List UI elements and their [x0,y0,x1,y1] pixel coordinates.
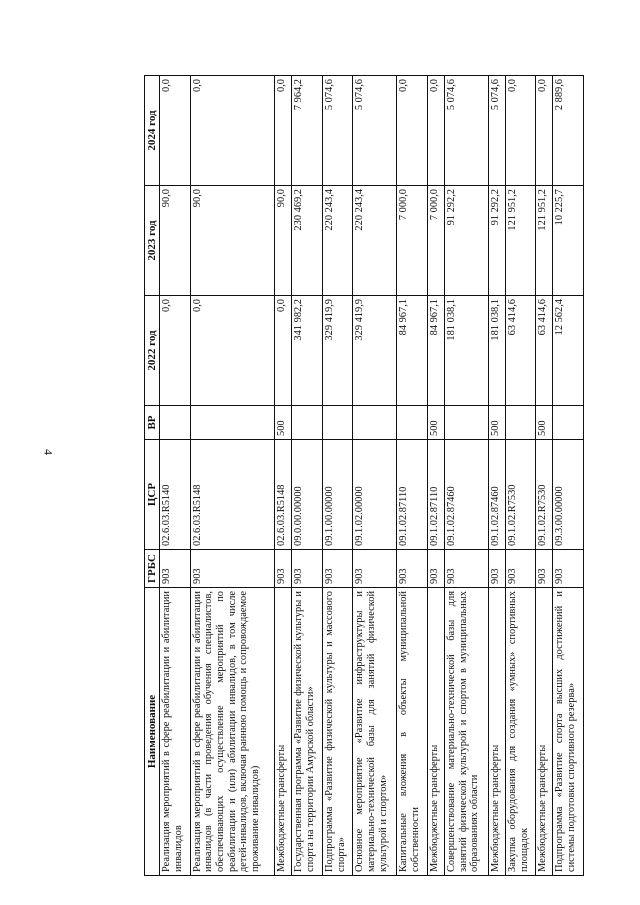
row-vr: 500 [536,406,553,440]
table-row [322,76,353,876]
row-vr [292,406,323,440]
page-number: 4 [41,449,56,455]
row-csr: 02.6.03.R5140 [160,440,191,550]
row-grbs: 903 [292,550,323,588]
row-value-2023: 7 000,0 [397,186,428,296]
row-value-2024: 0,0 [190,76,275,186]
row-csr: 09.1.02.87110 [397,440,428,550]
table-row [536,76,553,876]
column-header-name: Наименование [145,588,160,876]
column-header-2022: 2022 год [145,296,160,406]
row-value-2022: 84 967,1 [427,296,444,406]
row-csr: 09.1.02.87460 [444,440,488,550]
table-row [444,76,488,876]
row-value-2024: 2 889,6 [553,76,584,186]
row-vr [505,406,536,440]
row-value-2022: 12 562,4 [553,296,584,406]
column-header-vr: ВР [145,406,160,440]
row-value-2023: 230 469,2 [292,186,323,296]
row-csr: 09.1.02.R7530 [505,440,536,550]
row-name: Закупка оборудования для создания «умных» спортивных площадок [505,588,536,876]
budget-table [144,75,584,876]
row-value-2022: 0,0 [160,296,191,406]
column-header-csr: ЦСР [145,440,160,550]
row-value-2023: 10 225,7 [553,186,584,296]
row-csr: 09.1.02.87460 [488,440,505,550]
row-value-2023: 90,0 [160,186,191,296]
row-grbs: 903 [488,550,505,588]
row-value-2023: 91 292,2 [444,186,488,296]
row-grbs: 903 [444,550,488,588]
row-grbs: 903 [322,550,353,588]
row-name: Совершенствование материально-технической базы для занятий физической культурой и спортом в муниципальных образованиях области [444,588,488,876]
row-value-2022: 329 419,9 [353,296,397,406]
row-value-2024: 0,0 [505,76,536,186]
row-value-2022: 63 414,6 [505,296,536,406]
row-name: Реализация мероприятий в сфере реабилитации и абилитации инвалидов [160,588,191,876]
row-value-2023: 90,0 [190,186,275,296]
row-value-2022: 181 038,1 [444,296,488,406]
row-vr [397,406,428,440]
row-value-2024: 0,0 [397,76,428,186]
table-row [553,76,584,876]
row-value-2023: 220 243,4 [322,186,353,296]
row-grbs: 903 [427,550,444,588]
row-csr: 09.1.02.R7530 [536,440,553,550]
row-grbs: 903 [275,550,292,588]
table-row [160,76,191,876]
table-row [275,76,292,876]
column-header-2023: 2023 год [145,186,160,296]
row-value-2024: 0,0 [427,76,444,186]
table-row [488,76,505,876]
table-row [427,76,444,876]
row-csr: 09.3.00.00000 [553,440,584,550]
row-value-2024: 5 074,6 [322,76,353,186]
row-value-2024: 7 964,2 [292,76,323,186]
row-value-2022: 84 967,1 [397,296,428,406]
row-value-2023: 7 000,0 [427,186,444,296]
row-value-2023: 121 951,2 [536,186,553,296]
column-header-2024: 2024 год [145,76,160,186]
row-name: Основное мероприятие «Развитие инфраструктуры и материально-технической базы для занятий физической культурой и спортом» [353,588,397,876]
row-vr [444,406,488,440]
row-vr: 500 [488,406,505,440]
row-name: Межбюджетные трансферты [427,588,444,876]
row-name: Межбюджетные трансферты [536,588,553,876]
row-csr: 09.1.02.87110 [427,440,444,550]
row-grbs: 903 [190,550,275,588]
row-value-2023: 91 292,2 [488,186,505,296]
row-value-2024: 0,0 [275,76,292,186]
table-row [353,76,397,876]
table-header-row [145,76,160,876]
row-value-2024: 0,0 [160,76,191,186]
row-vr [160,406,191,440]
budget-table-container [144,76,584,876]
table-row [190,76,275,876]
row-value-2023: 121 951,2 [505,186,536,296]
row-name: Государственная программа «Развитие физической культуры и спорта на территории Амурской области» [292,588,323,876]
row-value-2022: 181 038,1 [488,296,505,406]
row-name: Межбюджетные трансферты [275,588,292,876]
row-grbs: 903 [553,550,584,588]
row-vr [353,406,397,440]
row-value-2022: 0,0 [275,296,292,406]
row-csr: 09.1.00.00000 [322,440,353,550]
row-grbs: 903 [505,550,536,588]
row-name: Капитальные вложения в объекты муниципальной собственности [397,588,428,876]
row-value-2022: 63 414,6 [536,296,553,406]
row-value-2023: 220 243,4 [353,186,397,296]
row-csr: 02.6.03.R5148 [275,440,292,550]
row-vr: 500 [427,406,444,440]
row-name: Реализация мероприятий в сфере реабилитации и абилитации инвалидов (в части проведения обучения специалистов, обеспечивающих осуществление мероприятий по реабилитации и (или) абилитации инвалидов, в том числе детей-инвалидов, включая раннюю помощь и сопровождаемое проживание инвалидов) [190,588,275,876]
row-grbs: 903 [353,550,397,588]
row-name: Межбюджетные трансферты [488,588,505,876]
row-value-2024: 5 074,6 [488,76,505,186]
row-vr [553,406,584,440]
column-header-grbs: ГРБС [145,550,160,588]
row-csr: 09.0.00.00000 [292,440,323,550]
row-value-2022: 0,0 [190,296,275,406]
row-value-2022: 341 982,2 [292,296,323,406]
row-csr: 02.6.03.R5148 [190,440,275,550]
row-vr [322,406,353,440]
table-row [292,76,323,876]
row-vr [190,406,275,440]
row-value-2023: 90,0 [275,186,292,296]
table-row [397,76,428,876]
row-grbs: 903 [536,550,553,588]
row-value-2022: 329 419,9 [322,296,353,406]
row-value-2024: 0,0 [536,76,553,186]
row-name: Подпрограмма «Развитие спорта высших достижений и системы подготовки спортивного резерва» [553,588,584,876]
row-value-2024: 5 074,6 [444,76,488,186]
row-grbs: 903 [397,550,428,588]
row-vr: 500 [275,406,292,440]
row-csr: 09.1.02.00000 [353,440,397,550]
row-name: Подпрограмма «Развитие физической культуры и массового спорта» [322,588,353,876]
row-grbs: 903 [160,550,191,588]
table-row [505,76,536,876]
row-value-2024: 5 074,6 [353,76,397,186]
